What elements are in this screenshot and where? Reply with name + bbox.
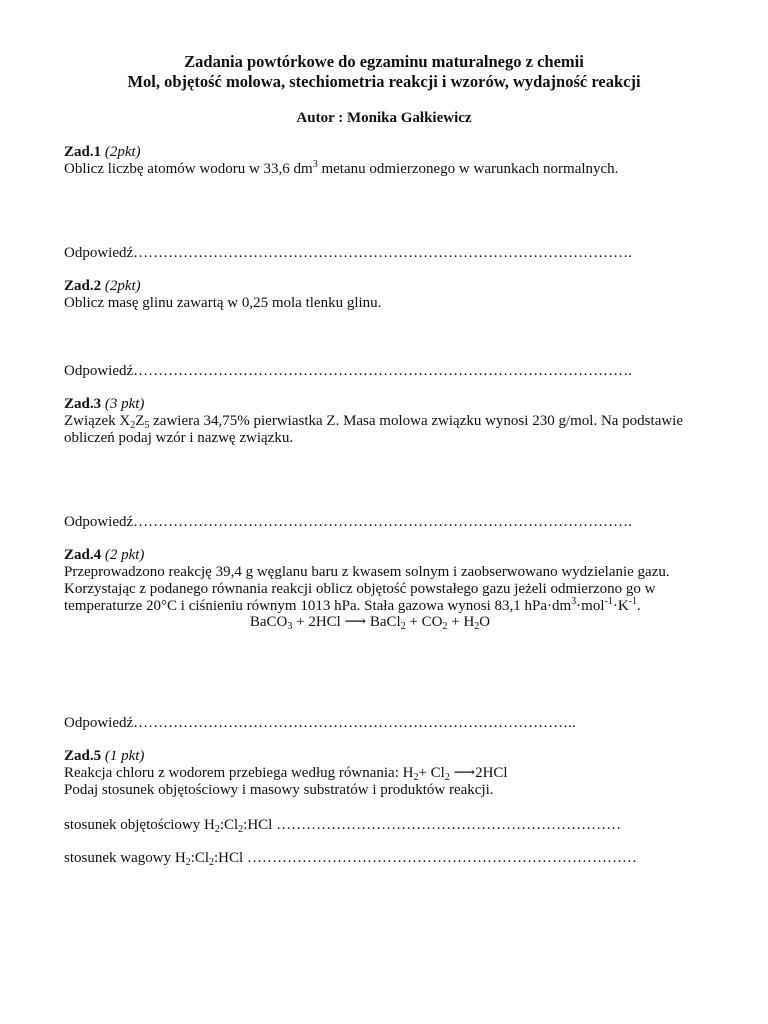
task-5-sub-2: 2 <box>444 772 450 783</box>
task-2 <box>64 278 724 312</box>
task-1-text-b: metanu odmierzonego w warunkach normalnych. <box>317 161 619 177</box>
task-4-heading <box>64 547 724 564</box>
vol-dots: …………………………………………………………… <box>276 817 622 833</box>
task-3-points: (3 pkt) <box>104 396 145 412</box>
task-3-t2: Z <box>135 413 145 429</box>
task-3 <box>64 396 724 447</box>
vol-sub-1: 2 <box>214 824 220 835</box>
task-4-line-3-b: ·mol <box>576 598 605 614</box>
task-3-answer-line[interactable] <box>64 514 632 531</box>
title-line-2: Mol, objętość molowa, stechiometria reakcji i wzorów, wydajność reakcji <box>127 72 641 91</box>
answer-dots: ………………………………………………………………………………………. <box>133 245 632 261</box>
author-line: Autor : Monika Gałkiewicz <box>296 110 472 126</box>
vol-label-c: :HCl <box>243 817 277 833</box>
task-4-line-3-c: ·K <box>612 598 629 614</box>
task-4-label: Zad.4 <box>64 547 102 563</box>
task-4-equation <box>0 614 740 631</box>
task-2-answer-line[interactable] <box>64 363 632 380</box>
task-1-sup: 3 <box>312 159 318 170</box>
task-5-points: (1 pkt) <box>104 748 145 764</box>
task-3-t3: zawiera 34,75% pierwiastka Z. Masa molowa związku wynosi 230 g/mol. Na podstawie <box>149 413 684 429</box>
mass-sub-2: 2 <box>209 857 214 868</box>
mass-ratio-line[interactable] <box>64 850 637 867</box>
vol-label-b: :Cl <box>219 817 239 833</box>
task-4-sup-2: -1 <box>604 596 613 607</box>
mass-dots: …………………………………………………………………… <box>246 850 637 866</box>
answer-label: Odpowiedź <box>64 514 134 530</box>
eq-sub-3: 2 <box>442 621 448 632</box>
answer-label: Odpowiedź <box>64 715 134 731</box>
task-5 <box>64 748 724 799</box>
task-5-sub-1: 2 <box>413 772 419 783</box>
task-5-line-1-a: Reakcja chloru z wodorem przebiega według równania: H <box>64 765 414 781</box>
task-2-heading <box>64 278 724 295</box>
task-4-sup-1: 3 <box>571 596 577 607</box>
task-4-line-3-a: temperaturze 20°C i ciśnieniu równym 1013 hPa. Stała gazowa wynosi 83,1 hPa·dm <box>64 598 572 614</box>
eq-part-2: + 2HCl ⟶ BaCl <box>292 614 401 630</box>
task-1-heading <box>64 144 724 161</box>
mass-label-c: :HCl <box>214 850 247 866</box>
eq-sub-2: 2 <box>400 621 406 632</box>
answer-dots: ………………………………………………………………………………………. <box>133 363 632 379</box>
mass-sub-1: 2 <box>185 857 191 868</box>
task-1-answer-line[interactable] <box>64 245 632 262</box>
task-5-heading <box>64 748 724 765</box>
task-2-label: Zad.2 <box>64 278 102 294</box>
task-4-line-3 <box>64 598 724 615</box>
task-4-sup-3: -1 <box>628 596 638 607</box>
task-3-text-line-1 <box>64 413 724 430</box>
task-4-line-2: Korzystając z podanego równania reakcji oblicz objętość powstałego gazu jeżeli odmierzono go w <box>64 581 656 597</box>
eq-part-5: O <box>479 614 491 630</box>
eq-part-3: + CO <box>405 614 443 630</box>
answer-label: Odpowiedź <box>64 245 134 261</box>
task-1-points: (2pkt) <box>104 144 141 160</box>
vol-label-a: stosunek objętościowy H <box>64 817 215 833</box>
task-4 <box>64 547 724 615</box>
task-1 <box>64 144 724 178</box>
task-5-label: Zad.5 <box>64 748 102 764</box>
task-5-line-1-c: ⟶2HCl <box>449 765 508 781</box>
task-4-line-3-d: . <box>637 598 641 614</box>
vol-sub-2: 2 <box>238 824 244 835</box>
eq-part-4: + H <box>447 614 475 630</box>
task-3-t1: Związek X <box>64 413 131 429</box>
task-3-text-line-2: obliczeń podaj wzór i nazwę związku. <box>64 430 294 446</box>
answer-label: Odpowiedź <box>64 363 134 379</box>
task-5-line-1 <box>64 765 724 782</box>
task-5-line-2: Podaj stosunek objętościowy i masowy substratów i produktów reakcji. <box>64 782 494 798</box>
task-2-points: (2pkt) <box>104 278 141 294</box>
task-4-line-1: Przeprowadzono reakcję 39,4 g węglanu baru z kwasem solnym i zaobserwowano wydzielanie gazu. <box>64 564 670 580</box>
task-5-line-1-b: + Cl <box>418 765 445 781</box>
eq-sub-1: 3 <box>287 621 293 632</box>
eq-part-1: BaCO <box>249 614 288 630</box>
mass-label-a: stosunek wagowy H <box>64 850 186 866</box>
task-3-label: Zad.3 <box>64 396 102 412</box>
task-2-text: Oblicz masę glinu zawartą w 0,25 mola tlenku glinu. <box>64 295 382 311</box>
task-3-s1: 2 <box>130 420 136 431</box>
answer-dots: ………………………………………………………………………………………. <box>133 514 632 530</box>
mass-label-b: :Cl <box>190 850 209 866</box>
task-3-s2: 5 <box>144 420 150 431</box>
task-4-answer-line[interactable] <box>64 715 576 732</box>
title-line-1: Zadania powtórkowe do egzaminu maturalnego z chemii <box>184 52 584 71</box>
answer-dots: …………………………………………………………………………….. <box>133 715 576 731</box>
task-1-text <box>64 161 724 178</box>
task-3-heading <box>64 396 724 413</box>
task-1-label: Zad.1 <box>64 144 102 160</box>
task-4-points: (2 pkt) <box>104 547 145 563</box>
eq-sub-4: 2 <box>474 621 480 632</box>
task-1-text-a: Oblicz liczbę atomów wodoru w 33,6 dm <box>64 161 313 177</box>
volume-ratio-line[interactable] <box>64 817 621 834</box>
